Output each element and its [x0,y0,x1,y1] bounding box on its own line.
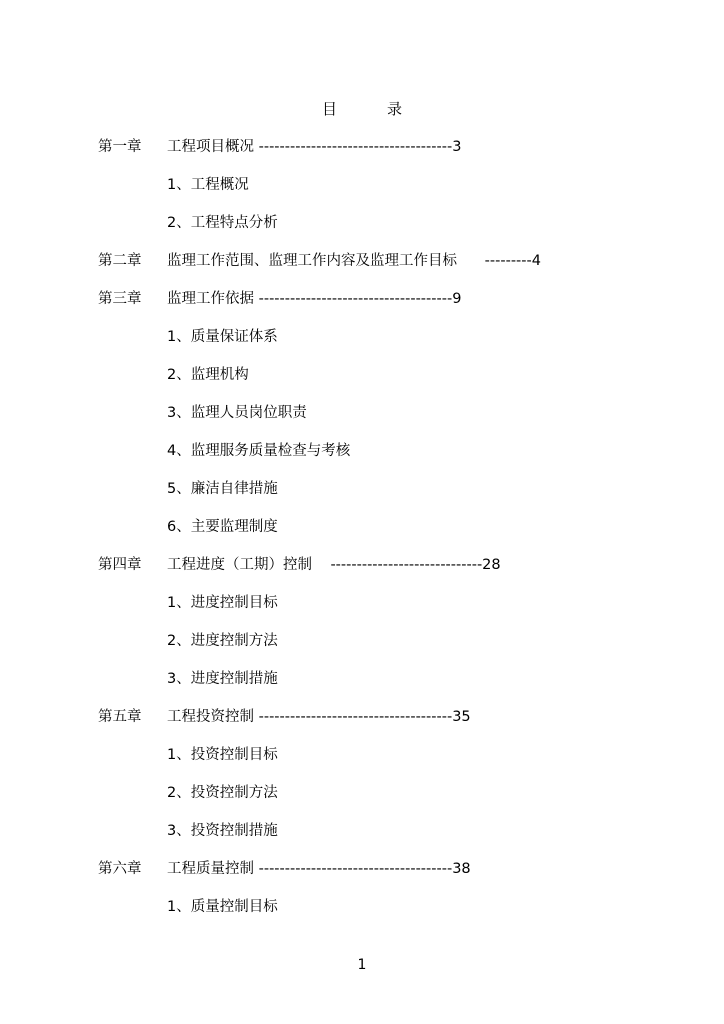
toc-chapter-entry[interactable] [167,290,461,308]
toc-chapter-label: 第二章 [98,253,142,269]
toc-leader-page: -------------------------------------9 [258,291,462,307]
toc-section-item[interactable]: 1、投资控制目标 [167,747,278,763]
toc-chapter-label: 第五章 [98,709,142,725]
toc-chapter-title: 监理工作依据 [167,291,254,307]
toc-chapter-title: 工程质量控制 [167,861,254,877]
toc-leader-page: ---------4 [484,253,541,269]
toc-title [0,98,724,119]
toc-leader-page: -----------------------------28 [330,557,501,573]
toc-leader-page: -------------------------------------35 [258,709,471,725]
toc-section-item[interactable]: 2、投资控制方法 [167,785,278,801]
toc-section-item[interactable]: 5、廉洁自律措施 [167,481,278,497]
toc-section-item[interactable]: 4、监理服务质量检查与考核 [167,443,351,459]
toc-leader-page: -------------------------------------3 [258,139,462,155]
toc-chapter-label: 第三章 [98,291,142,307]
toc-chapter-title: 工程项目概况 [167,139,254,155]
page-number: 1 [357,957,367,973]
toc-chapter-entry[interactable] [167,860,471,878]
toc-chapter-entry[interactable] [167,138,461,156]
toc-chapter-entry[interactable] [167,556,501,574]
toc-chapter-label: 第四章 [98,557,142,573]
toc-chapter-label: 第一章 [98,139,142,155]
toc-section-item[interactable]: 3、进度控制措施 [167,671,278,687]
toc-chapter-entry[interactable] [167,252,541,270]
toc-section-item[interactable]: 3、监理人员岗位职责 [167,405,307,421]
toc-section-item[interactable]: 1、质量控制目标 [167,899,278,915]
toc-section-item[interactable]: 1、进度控制目标 [167,595,278,611]
toc-leader-page: -------------------------------------38 [258,861,471,877]
toc-section-item[interactable]: 3、投资控制措施 [167,823,278,839]
toc-chapter-label: 第六章 [98,861,142,877]
toc-chapter-entry[interactable] [167,708,471,726]
toc-title-char-2: 录 [387,100,403,118]
toc-chapter-title: 监理工作范围、监理工作内容及监理工作目标 [167,253,457,269]
toc-chapter-title: 工程进度（工期）控制 [167,557,312,573]
toc-title-char-1: 目 [321,100,337,118]
toc-section-item[interactable]: 2、监理机构 [167,367,249,383]
toc-section-item[interactable]: 1、质量保证体系 [167,329,278,345]
toc-section-item[interactable]: 6、主要监理制度 [167,519,278,535]
toc-section-item[interactable]: 1、工程概况 [167,177,249,193]
toc-section-item[interactable]: 2、工程特点分析 [167,215,278,231]
toc-chapter-title: 工程投资控制 [167,709,254,725]
toc-section-item[interactable]: 2、进度控制方法 [167,633,278,649]
